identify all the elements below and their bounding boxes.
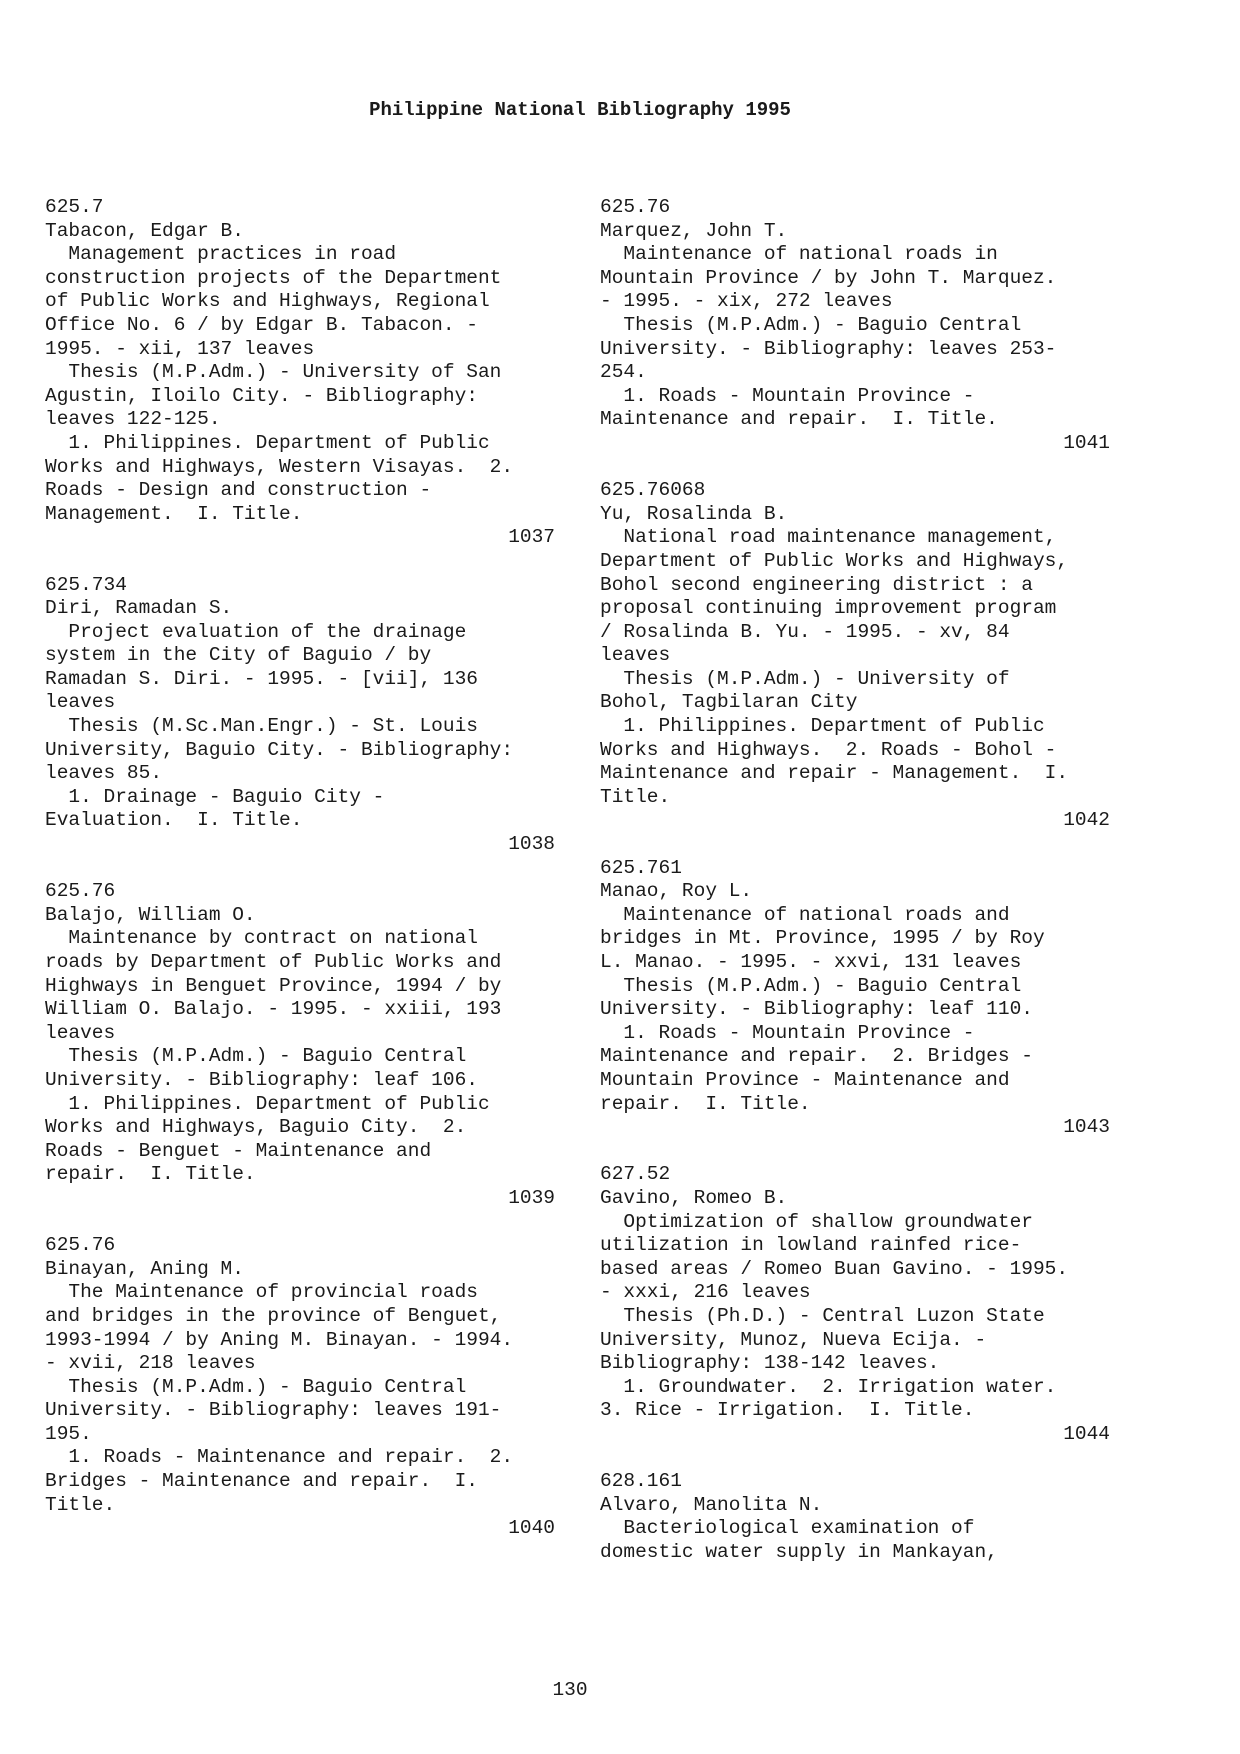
bibliography-entry xyxy=(45,196,555,550)
entry-text-line: system in the City of Baguio / by xyxy=(45,644,432,667)
entry-separator xyxy=(45,550,555,574)
entry-text-line: 1993-1994 / by Aning M. Binayan. - 1994. xyxy=(45,1328,514,1351)
entry-classification: 625.76068 xyxy=(600,479,706,502)
entry-text-line: 254. xyxy=(600,361,647,384)
entry-classification: 625.761 xyxy=(600,856,682,879)
entry-text-line: Management practices in road xyxy=(45,243,397,266)
bibliography-entry xyxy=(600,1163,1110,1446)
entry-number: 1040 xyxy=(508,1517,555,1540)
right-column xyxy=(600,196,1110,1564)
entry-text-line: Bibliography: 138-142 leaves. xyxy=(600,1352,940,1375)
entry-author: Balajo, William O. xyxy=(45,903,256,926)
entry-number: 1041 xyxy=(1063,431,1110,454)
entry-text-line: Ramadan S. Diri. - 1995. - [vii], 136 xyxy=(45,667,478,690)
bibliography-entry xyxy=(45,1234,555,1541)
entry-separator xyxy=(600,1140,1110,1164)
entry-text-line: Project evaluation of the drainage xyxy=(45,620,467,643)
entry-text-line: / Rosalinda B. Yu. - 1995. - xv, 84 xyxy=(600,620,1010,643)
entry-text-line: Works and Highways. 2. Roads - Bohol - xyxy=(600,738,1057,761)
entry-text-line: utilization in lowland rainfed rice- xyxy=(600,1234,1022,1257)
entry-text-line: Roads - Design and construction - xyxy=(45,479,432,502)
entry-text-line: Roads - Benguet - Maintenance and xyxy=(45,1139,432,1162)
entry-text-line: Thesis (M.Sc.Man.Engr.) - St. Louis xyxy=(45,715,478,738)
entry-text-line: Maintenance and repair - Management. I. xyxy=(600,762,1069,785)
bibliography-entry xyxy=(600,196,1110,456)
entry-separator xyxy=(45,1211,555,1235)
entry-text-line: and bridges in the province of Benguet, xyxy=(45,1304,502,1327)
entry-text-line: Title. xyxy=(600,785,671,808)
entry-text-line: Thesis (M.P.Adm.) - Baguio Central xyxy=(600,974,1022,997)
entry-text-line: repair. I. Title. xyxy=(600,1092,811,1115)
entry-text-line: Thesis (M.P.Adm.) - University of San xyxy=(45,361,502,384)
entry-separator xyxy=(600,456,1110,480)
entry-text-line: 3. Rice - Irrigation. I. Title. xyxy=(600,1399,975,1422)
entry-text-line: University, Munoz, Nueva Ecija. - xyxy=(600,1328,987,1351)
entry-classification: 625.7 xyxy=(45,196,104,218)
entry-number: 1043 xyxy=(1063,1116,1110,1139)
entry-text-line: leaves xyxy=(600,644,671,667)
entry-classification: 625.76 xyxy=(45,1234,116,1257)
entry-text-line: 1. Philippines. Department of Public xyxy=(45,431,490,454)
page-number: 130 xyxy=(552,1679,588,1701)
entry-text-line: 1. Groundwater. 2. Irrigation water. xyxy=(600,1375,1057,1398)
entry-text-line: 195. xyxy=(45,1422,92,1445)
entry-text-line: Thesis (M.P.Adm.) - Baguio Central xyxy=(45,1045,467,1068)
entry-text-line: Maintenance and repair. I. Title. xyxy=(600,408,998,431)
entry-text-line: L. Manao. - 1995. - xxvi, 131 leaves xyxy=(600,951,1022,973)
entry-author: Gavino, Romeo B. xyxy=(600,1186,788,1209)
entry-number: 1037 xyxy=(508,526,555,549)
entry-text-line: 1. Roads - Mountain Province - xyxy=(600,1021,975,1044)
entry-text-line: Maintenance of national roads and xyxy=(600,903,1010,926)
entry-text-line: 1. Philippines. Department of Public xyxy=(600,715,1045,738)
entry-classification: 625.76 xyxy=(600,196,671,218)
entry-number: 1038 xyxy=(508,833,555,856)
entry-text-line: Optimization of shallow groundwater xyxy=(600,1210,1033,1233)
entry-text-line: William O. Balajo. - 1995. - xxiii, 193 xyxy=(45,998,502,1021)
entry-text-line: 1. Drainage - Baguio City - xyxy=(45,785,385,808)
entry-text-line: 1. Philippines. Department of Public xyxy=(45,1092,490,1115)
entry-text-line: based areas / Romeo Buan Gavino. - 1995. xyxy=(600,1257,1069,1280)
entry-author: Diri, Ramadan S. xyxy=(45,597,233,620)
entry-text-line: domestic water supply in Mankayan, xyxy=(600,1540,998,1563)
entry-text-line: The Maintenance of provincial roads xyxy=(45,1281,478,1304)
entry-author: Tabacon, Edgar B. xyxy=(45,219,244,242)
entry-text-line: Mountain Province - Maintenance and xyxy=(600,1068,1010,1091)
entry-classification: 628.161 xyxy=(600,1470,682,1493)
entry-text-line: University. - Bibliography: leaves 191- xyxy=(45,1399,502,1422)
entry-text-line: leaves 122-125. xyxy=(45,408,221,431)
entry-text-line: Thesis (Ph.D.) - Central Luzon State xyxy=(600,1304,1045,1327)
entry-text-line: Works and Highways, Western Visayas. 2. xyxy=(45,455,514,478)
entry-text-line: Maintenance by contract on national xyxy=(45,927,478,950)
entry-text-line: 1. Roads - Maintenance and repair. 2. xyxy=(45,1446,514,1469)
entry-number: 1042 xyxy=(1063,809,1110,832)
entry-text-line: of Public Works and Highways, Regional xyxy=(45,290,490,313)
bibliography-entry xyxy=(600,1470,1110,1564)
entry-classification: 627.52 xyxy=(600,1163,671,1186)
entry-text-line: Bridges - Maintenance and repair. I. xyxy=(45,1470,478,1493)
entry-text-line: roads by Department of Public Works and xyxy=(45,951,502,973)
entry-text-line: leaves xyxy=(45,691,116,714)
entry-text-line: construction projects of the Department xyxy=(45,266,502,289)
bibliography-entry xyxy=(600,857,1110,1140)
entry-text-line: Evaluation. I. Title. xyxy=(45,809,303,832)
entry-text-line: University, Baguio City. - Bibliography: xyxy=(45,738,514,761)
entry-text-line: 1. Roads - Mountain Province - xyxy=(600,384,975,407)
entry-number: 1044 xyxy=(1063,1422,1110,1445)
entry-separator xyxy=(45,857,555,881)
entry-text-line: University. - Bibliography: leaf 110. xyxy=(600,998,1033,1021)
page-title: Philippine National Bibliography 1995 xyxy=(369,99,791,121)
entry-text-line: Highways in Benguet Province, 1994 / by xyxy=(45,974,502,997)
entry-text-line: Thesis (M.P.Adm.) - Baguio Central xyxy=(600,313,1022,336)
entry-text-line: Works and Highways, Baguio City. 2. xyxy=(45,1116,467,1139)
entry-author: Yu, Rosalinda B. xyxy=(600,502,788,525)
entry-text-line: Office No. 6 / by Edgar B. Tabacon. - xyxy=(45,313,478,336)
entry-text-line: - xvii, 218 leaves xyxy=(45,1352,256,1375)
entry-text-line: Bohol second engineering district : a xyxy=(600,573,1033,596)
bibliography-entry xyxy=(600,479,1110,833)
entry-author: Alvaro, Manolita N. xyxy=(600,1493,823,1516)
left-column xyxy=(45,196,555,1541)
entry-text-line: 1995. - xii, 137 leaves xyxy=(45,337,315,360)
entry-text-line: repair. I. Title. xyxy=(45,1163,256,1186)
entry-text-line: leaves 85. xyxy=(45,762,163,785)
bibliography-entry xyxy=(45,574,555,857)
entry-text-line: National road maintenance management, xyxy=(600,526,1057,549)
entry-text-line: - 1995. - xix, 272 leaves xyxy=(600,290,893,313)
entry-classification: 625.76 xyxy=(45,880,116,903)
entry-text-line: - xxxi, 216 leaves xyxy=(600,1281,811,1304)
bibliography-entry xyxy=(45,880,555,1210)
entry-text-line: Agustin, Iloilo City. - Bibliography: xyxy=(45,384,478,407)
entry-text-line: Thesis (M.P.Adm.) - Baguio Central xyxy=(45,1375,467,1398)
entry-text-line: Bohol, Tagbilaran City xyxy=(600,691,858,714)
entry-text-line: University. - Bibliography: leaves 253- xyxy=(600,337,1057,360)
entry-text-line: University. - Bibliography: leaf 106. xyxy=(45,1068,478,1091)
entry-text-line: Title. xyxy=(45,1493,116,1516)
entry-author: Marquez, John T. xyxy=(600,219,788,242)
entry-author: Binayan, Aning M. xyxy=(45,1257,244,1280)
entry-text-line: Mountain Province / by John T. Marquez. xyxy=(600,266,1057,289)
entry-text-line: Maintenance and repair. 2. Bridges - xyxy=(600,1045,1033,1068)
entry-number: 1039 xyxy=(508,1186,555,1209)
entry-author: Manao, Roy L. xyxy=(600,880,753,903)
entry-classification: 625.734 xyxy=(45,573,127,596)
entry-text-line: bridges in Mt. Province, 1995 / by Roy xyxy=(600,927,1045,950)
entry-text-line: Bacteriological examination of xyxy=(600,1517,975,1540)
entry-text-line: Management. I. Title. xyxy=(45,502,303,525)
entry-text-line: proposal continuing improvement program xyxy=(600,597,1057,620)
entry-text-line: leaves xyxy=(45,1021,116,1044)
entry-separator xyxy=(600,1446,1110,1470)
entry-text-line: Thesis (M.P.Adm.) - University of xyxy=(600,667,1010,690)
entry-separator xyxy=(600,833,1110,857)
entry-text-line: Department of Public Works and Highways, xyxy=(600,549,1069,572)
entry-text-line: Maintenance of national roads in xyxy=(600,243,998,266)
